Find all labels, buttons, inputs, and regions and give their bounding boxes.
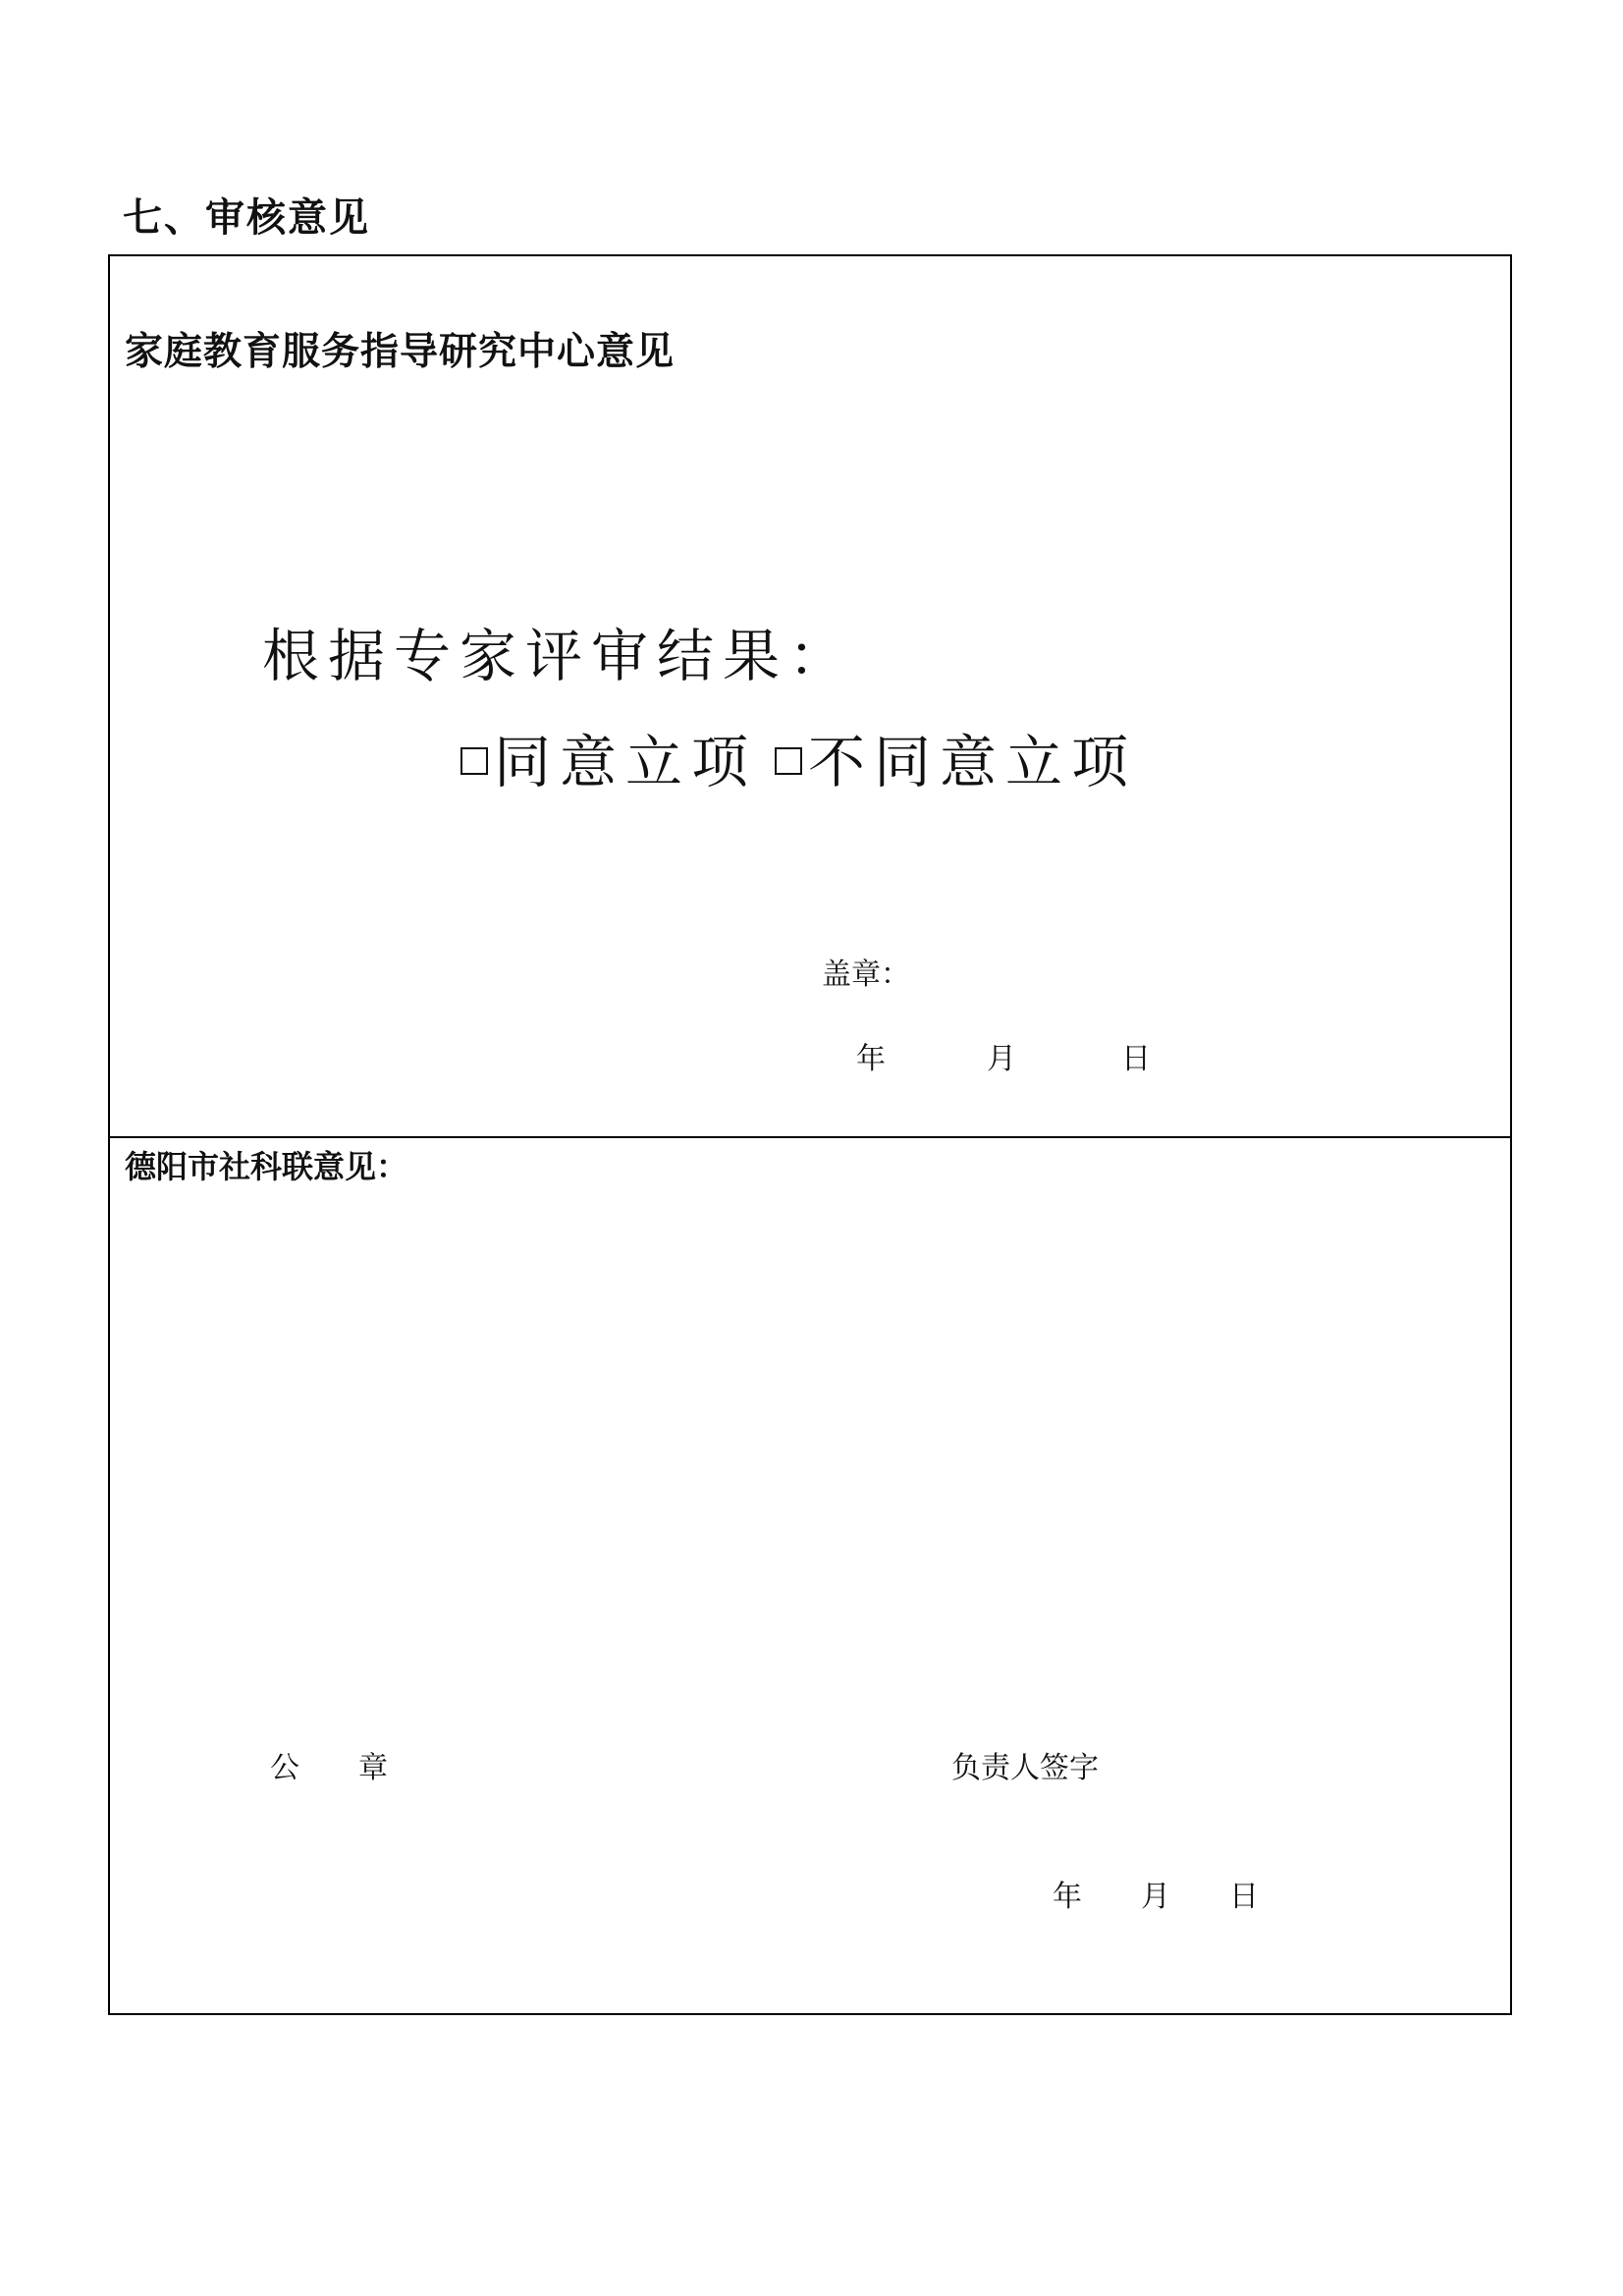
federation-seal-label: 公 章 <box>270 1751 388 1785</box>
option-approve[interactable] <box>460 716 757 798</box>
federation-date-year: 年 <box>1053 1880 1082 1914</box>
center-date-day: 日 <box>1121 1042 1151 1076</box>
center-opinion-heading: 家庭教育服务指导研究中心意见 <box>125 330 676 374</box>
expert-review-basis-text: 根据专家评审结果： <box>262 623 855 689</box>
review-opinion-table <box>108 254 1512 2015</box>
center-seal-label: 盖章： <box>822 957 910 992</box>
section-title: 七、审核意见 <box>123 195 370 241</box>
federation-opinion-heading: 德阳市社科联意见： <box>125 1148 408 1185</box>
option-reject[interactable] <box>775 716 1137 798</box>
checkbox-icon[interactable] <box>775 747 802 775</box>
center-date-year: 年 <box>856 1042 886 1076</box>
center-date-month: 月 <box>987 1042 1016 1076</box>
table-divider <box>110 1136 1510 1138</box>
option-approve-label: 同意立项 <box>494 729 758 795</box>
federation-date-month: 月 <box>1141 1880 1170 1914</box>
federation-date-day: 日 <box>1229 1880 1259 1914</box>
approval-options <box>460 716 1155 798</box>
signature-label: 负责人签字 <box>951 1751 1099 1785</box>
option-reject-label: 不同意立项 <box>808 729 1138 795</box>
checkbox-icon[interactable] <box>460 747 488 775</box>
